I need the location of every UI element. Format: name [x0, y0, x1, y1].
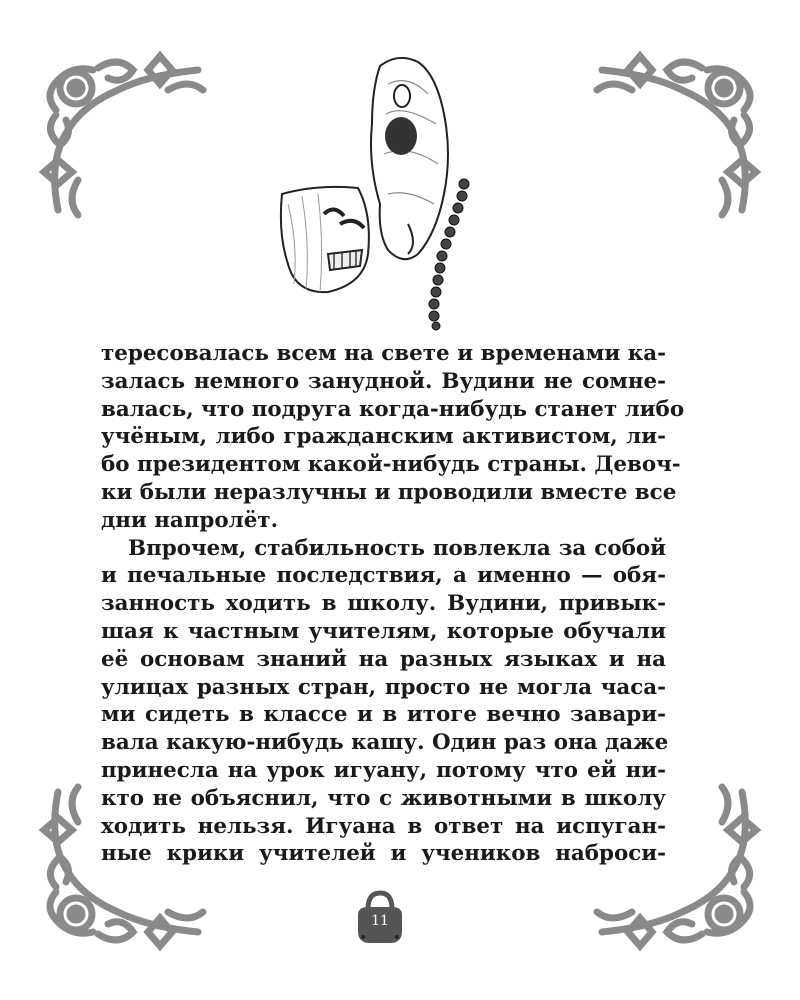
text-line: ки были неразлучны и проводили вместе все	[101, 479, 677, 505]
text-line: вала какую-нибудь кашу. Один раз она даже	[101, 730, 669, 756]
text-line: дни напролёт.	[101, 507, 279, 533]
text-line: занность ходить в школу. Вудини, привык-	[101, 591, 666, 617]
text-line: улицах разных стран, просто не могла часа-	[101, 674, 666, 700]
text-line: бо президентом какой-нибудь страны. Девоч-	[101, 452, 681, 478]
text-line: принесла на урок игуану, потому что ей ни-	[101, 757, 666, 783]
text-line: и печальные последствия, а именно — обя-	[101, 563, 666, 589]
corner-ornament-top-left	[38, 50, 208, 220]
text-line: залась немного занудной. Вудини не сомне-	[101, 368, 666, 394]
text-line: её основам знаний на разных языках и на	[101, 646, 666, 672]
masks-illustration	[268, 44, 488, 334]
page-number: 11	[371, 913, 389, 929]
text-line: ходить нельзя. Игуана в ответ на испуган-	[101, 813, 666, 839]
page-number-badge	[354, 887, 406, 945]
text-line: шая к частным учителям, которые обучали	[101, 618, 666, 644]
text-line: тересовалась всем на свете и временами ка-	[101, 341, 666, 366]
text-line: ные крики учителей и учеников наброси-	[101, 841, 666, 867]
text-line: Впрочем, стабильность повлекла за собой	[128, 535, 666, 561]
text-line: учёным, либо гражданским активистом, ли-	[101, 424, 666, 450]
text-line: ми сидеть в классе и в итоге вечно завари-	[101, 702, 666, 728]
body-text	[101, 340, 685, 896]
corner-ornament-top-right	[592, 50, 762, 220]
text-line: кто не объяснил, что с животными в школу	[101, 785, 666, 811]
text-line: валась, что подруга когда-нибудь станет либо	[101, 396, 685, 422]
